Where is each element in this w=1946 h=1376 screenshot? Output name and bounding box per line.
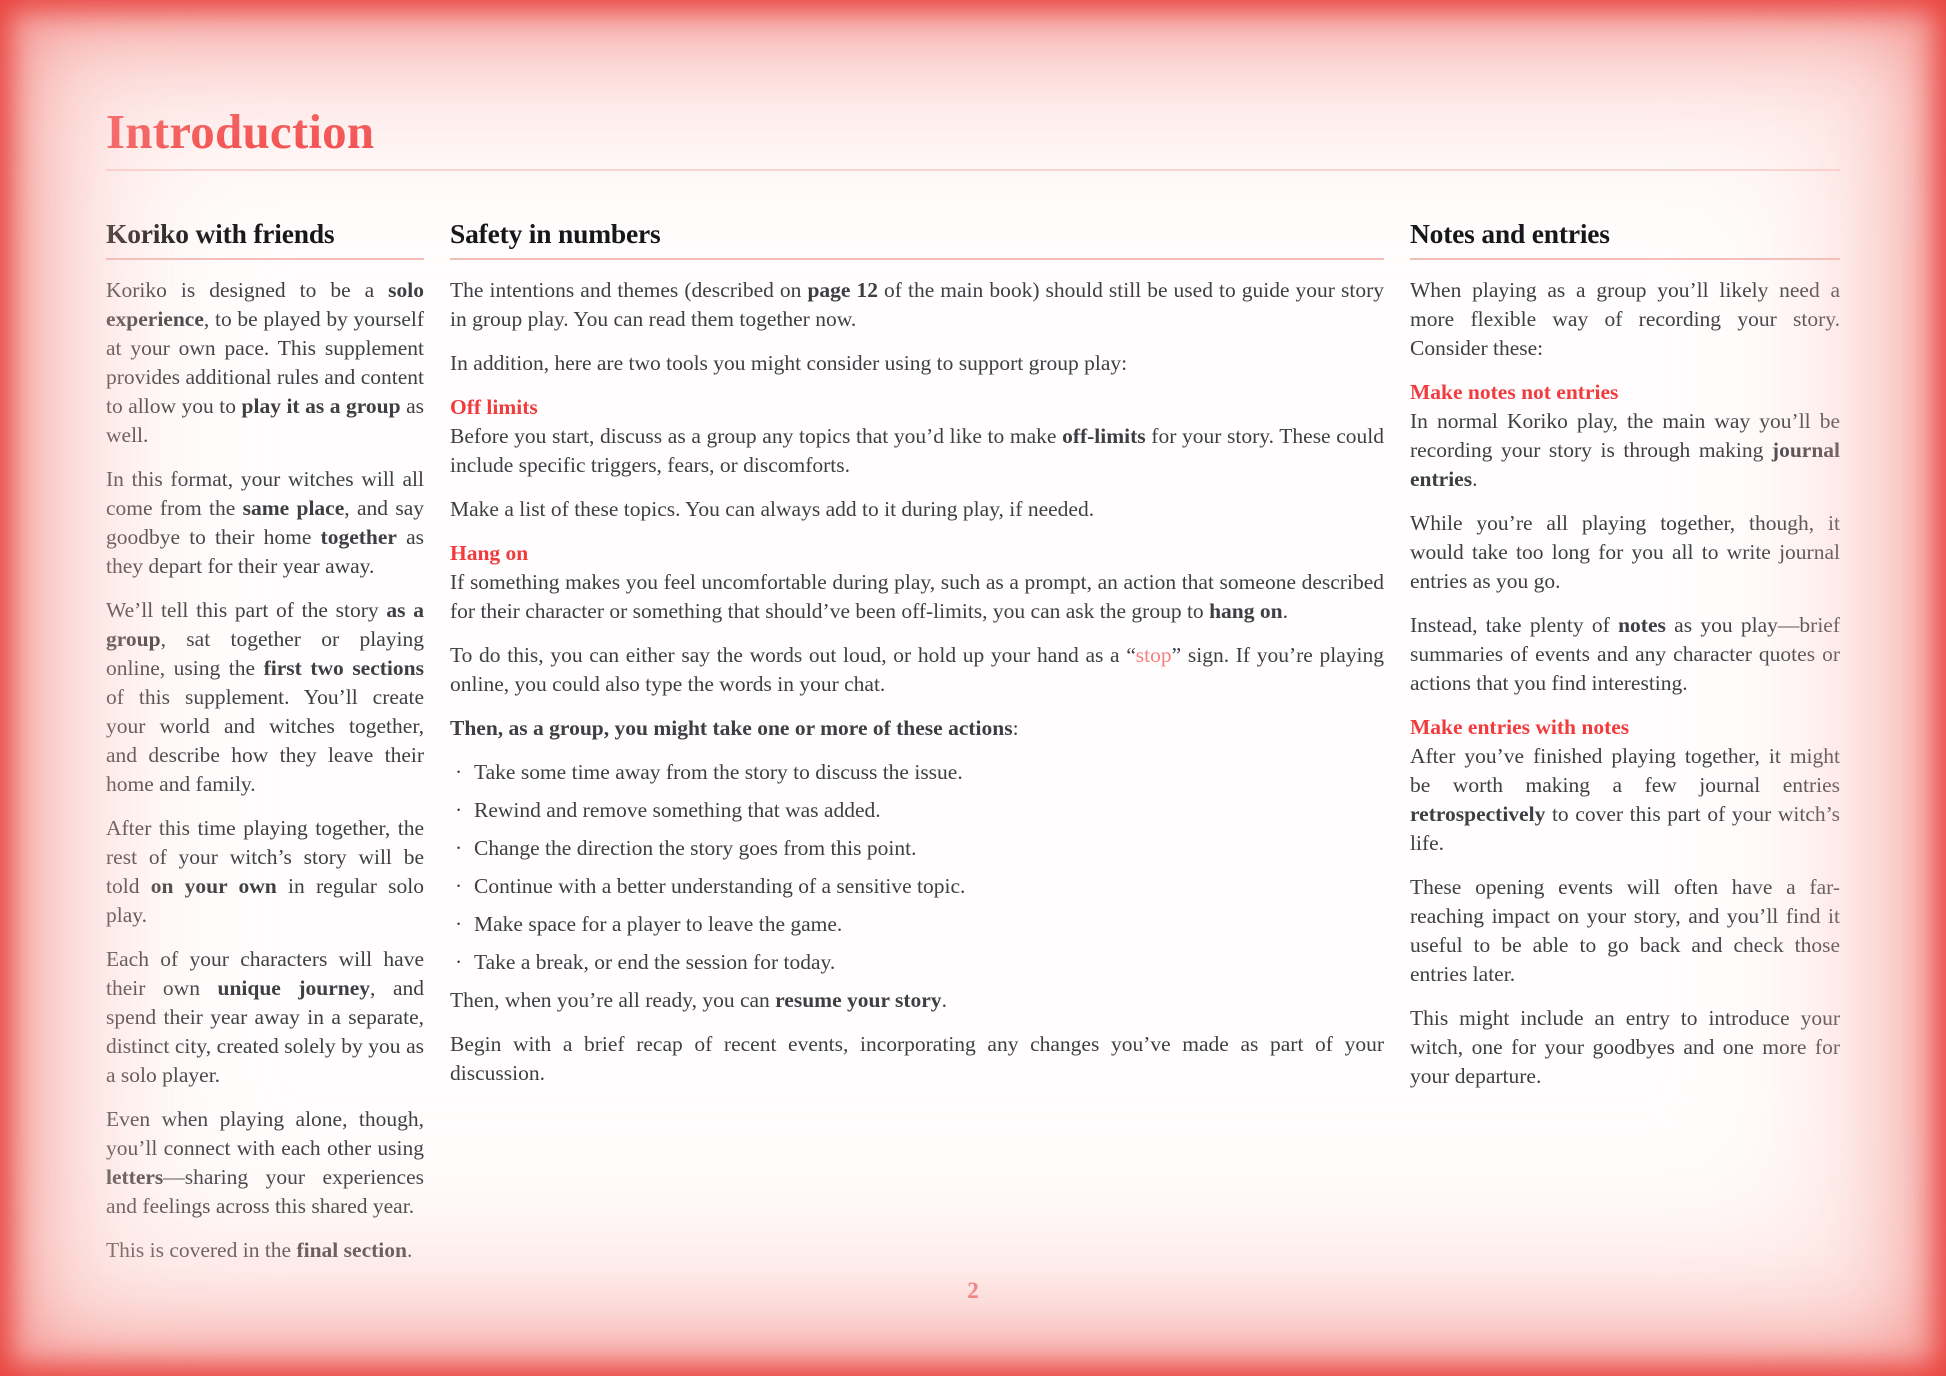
subheading: Make notes not entries [1410, 379, 1619, 404]
bullet-dot: · [455, 911, 463, 936]
column-heading: Safety in numbers [450, 219, 1384, 259]
paragraph: When playing as a group you’ll likely need a more flexible way of recording your story. Consider these: [1410, 277, 1840, 360]
paragraph: Then, when you’re all ready, you can resume your story. [450, 987, 947, 1012]
page-number: 2 [967, 1278, 979, 1303]
paragraph: Before you start, discuss as a group any topics that you’d like to make off-limits for your story. These could include specific triggers, fears, or discomforts. [450, 423, 1384, 477]
column-notes-and-entries [1410, 219, 1840, 1105]
bullet-item [450, 758, 1384, 787]
paragraph: Each of your characters will have their own unique journey, and spend their year away in a separate, distinct city, created solely by you as a solo player. [106, 946, 424, 1087]
safety-word: stop [1135, 642, 1172, 667]
subheading: Off limits [450, 394, 538, 419]
bullet-text: Take some time away from the story to discuss the issue. [474, 759, 963, 784]
bullet-text: Continue with a better understanding of a sensitive topic. [474, 873, 966, 898]
paragraph: In this format, your witches will all come from the same place, and say goodbye to their home together as they depart for their year away. [106, 466, 425, 578]
bullet-dot: · [455, 797, 463, 822]
paragraph: Koriko is designed to be a solo experience, to be played by yourself at your own pace. This supplement provides additional rules and content to allow you to play it as a group as well. [106, 277, 424, 447]
column-safety-in-numbers [450, 219, 1384, 1102]
paragraph: Instead, take plenty of notes as you play—brief summaries of events and any character quotes or actions that you find interesting. [1410, 612, 1841, 695]
paragraph: To do this, you can either say the words out loud, or hold up your hand as a “stop” sign. If you’re playing online, you could also type the words in your chat. [450, 642, 1384, 696]
bullet-text: Make space for a player to leave the game. [474, 911, 843, 936]
paragraph: Then, as a group, you might take one or more of these actions: [450, 715, 1019, 740]
paragraph: We’ll tell this part of the story as a group, sat together or playing online, using the first two sections of this supplement. You’ll create your world and witches together, and describe how they leave their home and family. [106, 597, 424, 796]
paragraph: In normal Koriko play, the main way you’ll be recording your story is through making journal entries. [1410, 408, 1840, 491]
bullet-item [450, 910, 1384, 939]
bullet-dot: · [455, 873, 463, 898]
paragraph: After you’ve finished playing together, it might be worth making a few journal entries retrospectively to cover this part of your witch’s life. [1410, 743, 1840, 855]
subheading: Make entries with notes [1410, 714, 1630, 739]
page-title: Introduction [106, 104, 375, 159]
bullet-text: Rewind and remove something that was added. [474, 797, 881, 822]
paragraph: Make a list of these topics. You can always add to it during play, if needed. [450, 496, 1095, 521]
bullet-dot: · [455, 759, 463, 784]
paragraph: These opening events will often have a far-reaching impact on your story, and you’ll find it useful to be able to go back and check those entries later. [1410, 874, 1840, 986]
bullet-text: Change the direction the story goes from this point. [474, 835, 917, 860]
column-heading: Koriko with friends [106, 219, 424, 259]
column-heading: Notes and entries [1410, 219, 1840, 259]
subheading: Hang on [450, 540, 529, 565]
paragraph: This might include an entry to introduce your witch, one for your goodbyes and one more for your departure. [1410, 1005, 1840, 1088]
paragraph: After this time playing together, the rest of your witch’s story will be told on your own in regular solo play. [106, 815, 424, 927]
page-content [106, 106, 1840, 1280]
bullet-dot: · [455, 835, 463, 860]
bullet-item [450, 948, 1384, 977]
bullet-item [450, 872, 1384, 901]
paragraph: The intentions and themes (described on page 12 of the main book) should still be used to guide your story in group play. You can read them together now. [450, 277, 1385, 331]
column-koriko-with-friends [106, 219, 424, 1279]
bullet-text: Take a break, or end the session for today. [474, 949, 836, 974]
paragraph: This is covered in the final section. [106, 1237, 413, 1262]
paragraph: Begin with a brief recap of recent events, incorporating any changes you’ve made as part of your discussion. [450, 1031, 1384, 1085]
bullet-item [450, 796, 1384, 825]
paragraph: If something makes you feel uncomfortable during play, such as a prompt, an action that someone described for their character or something that should’ve been off-limits, you can ask the group to hang on. [450, 569, 1384, 623]
paragraph: Even when playing alone, though, you’ll connect with each other using letters—sharing your experiences and feelings across this shared year. [106, 1106, 424, 1218]
bullet-dot: · [455, 949, 463, 974]
paragraph: While you’re all playing together, though, it would take too long for you all to write journal entries as you go. [1410, 510, 1840, 593]
title-rule [106, 169, 1840, 171]
paragraph: In addition, here are two tools you might consider using to support group play: [450, 350, 1128, 375]
columns [106, 219, 1840, 1279]
bullet-item [450, 834, 1384, 863]
